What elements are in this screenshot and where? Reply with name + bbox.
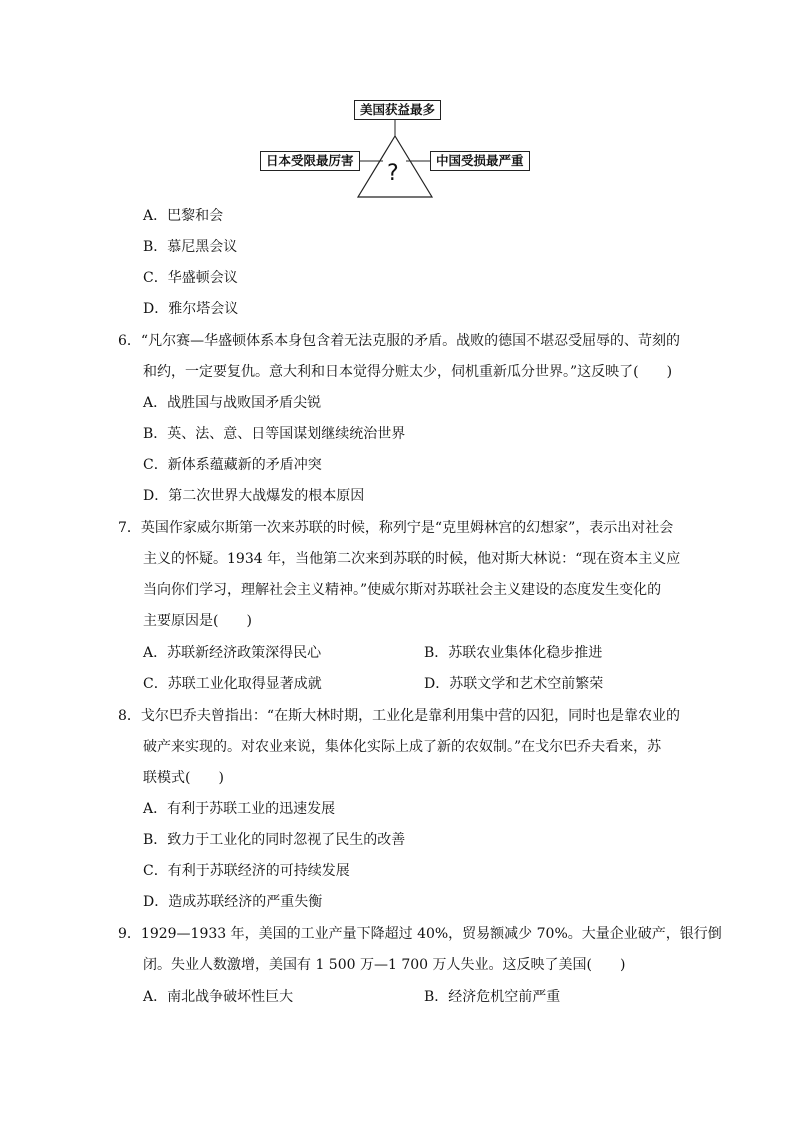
- q9-stem-line-1: 9．1929—1933 年，美国的工业产量下降超过 40%，贸易额减少 70%。大量企业破产，银行倒: [118, 926, 722, 942]
- q7-stem-line-2: 主义的怀疑。1934 年，当他第二次来到苏联的时候，他对斯大林说：“现在资本主义应: [143, 551, 681, 567]
- q5-option-a: A．巴黎和会: [143, 208, 224, 224]
- q8-option-a: A．有利于苏联工业的迅速发展: [143, 801, 336, 817]
- q6-option-b: B．英、法、意、日等国谋划继续统治世界: [143, 426, 406, 442]
- q7-stem-line-1: 7．英国作家威尔斯第一次来苏联的时候，称列宁是“克里姆林宫的幻想家”，表示出对社会: [118, 520, 674, 536]
- q6-option-c: C．新体系蕴藏新的矛盾冲突: [143, 457, 322, 473]
- q6-option-a: A．战胜国与战败国矛盾尖锐: [143, 395, 322, 411]
- q8-option-d: D．造成苏联经济的严重失衡: [143, 894, 323, 910]
- q9-option-a: A．南北战争破坏性巨大: [143, 989, 294, 1005]
- triangle-diagram: [258, 98, 530, 202]
- q7-stem-line-4: 主要原因是( ): [143, 613, 252, 629]
- q7-option-b: B．苏联农业集体化稳步推进: [424, 645, 603, 661]
- left-box-label: 日本受限最厉害: [260, 151, 360, 171]
- q9-option-b: B．经济危机空前严重: [424, 989, 561, 1005]
- q6-stem-line-2: 和约，一定要复仇。意大利和日本觉得分赃太少，伺机重新瓜分世界。”这反映了( ): [143, 364, 673, 380]
- question-mark-center: ?: [387, 161, 399, 186]
- q8-stem-line-3: 联模式( ): [143, 770, 224, 786]
- q5-option-d: D．雅尔塔会议: [143, 301, 239, 317]
- q6-stem-line-1: 6．“凡尔赛—华盛顿体系本身包含着无法克服的矛盾。战败的德国不堪忍受屈辱的、苛刻的: [118, 333, 681, 349]
- q5-option-c: C．华盛顿会议: [143, 270, 238, 286]
- q7-option-a: A．苏联新经济政策深得民心: [143, 645, 322, 661]
- q7-option-c: C．苏联工业化取得显著成就: [143, 676, 322, 692]
- q5-option-b: B．慕尼黑会议: [143, 239, 238, 255]
- q8-stem-line-2: 破产来实现的。对农业来说，集体化实际上成了新的农奴制。”在戈尔巴乔夫看来，苏: [143, 739, 662, 755]
- q7-option-d: D．苏联文学和艺术空前繁荣: [424, 676, 604, 692]
- q7-stem-line-3: 当向你们学习，理解社会主义精神。”使威尔斯对苏联社会主义建设的态度发生变化的: [143, 582, 662, 598]
- q6-option-d: D．第二次世界大战爆发的根本原因: [143, 488, 365, 504]
- q8-option-c: C．有利于苏联经济的可持续发展: [143, 863, 350, 879]
- q9-stem-line-2: 闭。失业人数激增，美国有 1 500 万—1 700 万人失业。这反映了美国( ): [143, 957, 626, 973]
- q8-stem-line-1: 8．戈尔巴乔夫曾指出：“在斯大林时期，工业化是靠利用集中营的囚犯，同时也是靠农业的: [118, 708, 681, 724]
- right-box-label: 中国受损最严重: [430, 151, 530, 171]
- top-box-label: 美国获益最多: [354, 100, 441, 120]
- q8-option-b: B．致力于工业化的同时忽视了民生的改善: [143, 832, 406, 848]
